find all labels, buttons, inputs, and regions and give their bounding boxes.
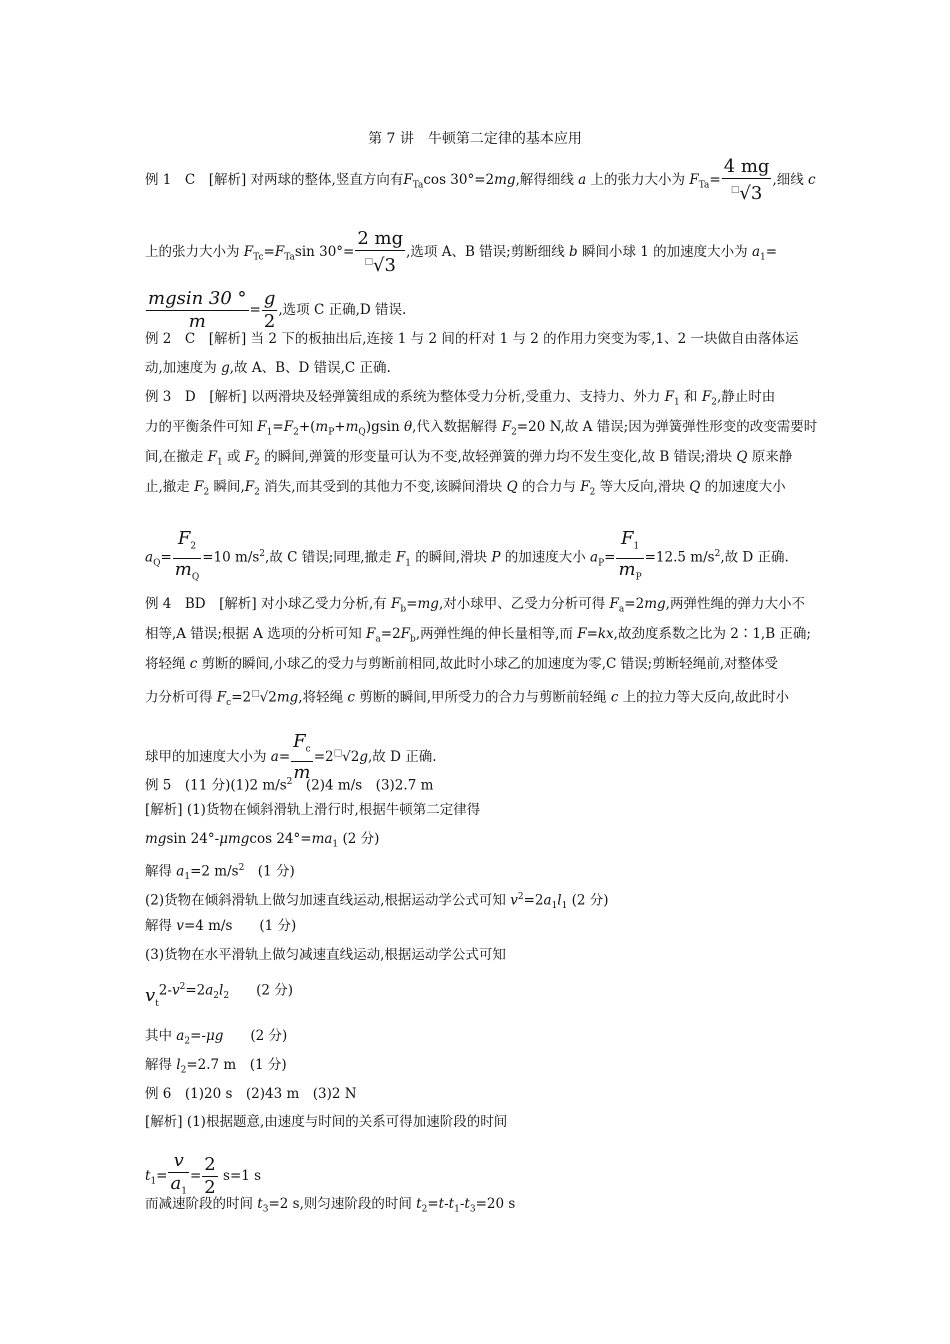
numerator	[291, 731, 313, 762]
text: mg	[417, 596, 439, 612]
text: 等大反向,滑块	[595, 479, 690, 495]
text: 1	[181, 1186, 187, 1197]
text: ,解得细线	[515, 172, 579, 188]
text: t	[464, 1196, 470, 1212]
text: v	[171, 982, 180, 999]
text: 2	[589, 487, 596, 498]
text: a	[618, 604, 625, 615]
text: 例 5 (11 分)(1)2 m/s	[145, 777, 287, 794]
sqrt-icon: □	[730, 185, 740, 195]
text: 2	[421, 1204, 428, 1215]
text: 原来静	[747, 449, 793, 465]
example-3-line-1	[145, 388, 775, 412]
denominator: m	[188, 311, 206, 332]
text: ,故 D 正确.	[368, 748, 437, 765]
text: =-	[190, 1028, 206, 1044]
text: 将轻绳	[145, 656, 190, 672]
text: m	[174, 558, 192, 580]
numerator: g	[263, 288, 276, 309]
text: =	[263, 244, 275, 260]
fraction	[616, 528, 643, 588]
text: =10 m/s	[202, 549, 260, 566]
example-3-line-5	[145, 528, 789, 588]
text: 例 1 C [解析] 对两球的整体,竖直方向有	[145, 172, 404, 188]
text: sin 24°-	[166, 831, 220, 847]
text: Q	[153, 558, 161, 569]
example-5-line-8	[145, 1027, 287, 1051]
text: P	[491, 549, 501, 566]
example-5-line-1: [解析] (1)货物在倾斜滑轨上滑行时,根据牛顿第二定律得	[145, 802, 481, 818]
text: 例 4 BD [解析] 对小球乙受力分析,有	[145, 596, 392, 612]
text: a	[176, 863, 185, 880]
text: F	[366, 626, 376, 642]
text: 2	[286, 777, 293, 787]
text: 2	[293, 427, 299, 438]
text: =	[427, 1196, 439, 1212]
text: F	[395, 549, 406, 566]
text: t	[448, 1196, 455, 1212]
text: c	[347, 689, 355, 706]
text: =	[189, 1167, 202, 1184]
text: 的瞬间,滑块	[410, 549, 492, 566]
text: F	[293, 731, 306, 752]
text: (2)4 m/s (3)2.7 m	[292, 777, 434, 794]
text: 3	[384, 255, 396, 276]
text: (1 分)	[244, 863, 295, 880]
text: 2	[179, 982, 186, 992]
fraction	[355, 228, 405, 277]
text: 2	[711, 397, 717, 408]
text: t	[155, 999, 159, 1010]
fraction	[202, 1154, 217, 1199]
text: 1	[561, 901, 568, 912]
text: =	[709, 172, 721, 188]
text: 瞬间,	[209, 479, 245, 495]
text: 瞬间小球 1 的加速度大小为	[577, 244, 752, 260]
text: 1	[266, 427, 273, 438]
text: (2)货物在倾斜滑轨上做匀加速直线运动,根据运动学公式可知	[145, 892, 511, 909]
text: F	[701, 389, 712, 405]
text: 解得	[145, 918, 177, 934]
example-3-line-2	[145, 418, 817, 442]
text: =4 m/s (1 分)	[183, 918, 297, 934]
text: c	[808, 172, 816, 188]
text: =	[586, 626, 598, 642]
text: F	[664, 389, 674, 405]
text: a	[751, 244, 761, 260]
example-5-line-9	[145, 1056, 287, 1080]
text: =12.5 m/s	[644, 549, 715, 566]
text: v	[510, 892, 518, 909]
text: (2 分)	[223, 1028, 288, 1044]
text: =2.7 m (1 分)	[186, 1057, 287, 1073]
denominator: □√3	[730, 183, 763, 204]
text: a	[543, 892, 552, 909]
text: =	[765, 244, 778, 260]
text: =20 N,故 A 错误;因为弹簧弹性形变的改变需要时	[516, 419, 818, 435]
numerator: 2 mg	[357, 228, 404, 249]
text: 2	[254, 487, 260, 498]
text: 1	[454, 1204, 460, 1215]
text: v	[176, 918, 184, 934]
text: F	[283, 419, 294, 435]
text: 1	[760, 252, 766, 263]
text: +	[334, 419, 346, 435]
fraction	[173, 528, 201, 588]
text: F	[244, 449, 255, 465]
text: 2	[184, 1036, 191, 1047]
sqrt-icon: □	[333, 748, 343, 759]
text: a	[145, 549, 154, 566]
text: =	[278, 748, 291, 765]
text: 1	[332, 839, 339, 850]
text: =	[406, 596, 418, 612]
text: =	[249, 302, 261, 318]
text: mg	[494, 172, 516, 188]
text: 2	[180, 1065, 187, 1076]
text: 1	[216, 457, 223, 468]
text: 2	[254, 457, 260, 468]
text: 解得	[145, 1057, 177, 1073]
text: Tc	[253, 252, 264, 263]
text: 1	[633, 541, 640, 552]
example-1-line-3	[145, 288, 406, 333]
text: 间,在撤走	[145, 449, 208, 465]
text: l	[557, 892, 562, 909]
example-2-line-1: 例 2 C [解析] 当 2 下的板抽出后,连接 1 与 2 间的杆对 1 与 2 的作用力突变为零,1、2 一块做自由落体运	[145, 331, 799, 347]
example-5-line-3	[145, 859, 295, 886]
text: =2 m/s	[190, 863, 239, 880]
text: F	[257, 419, 267, 435]
text: 1	[150, 1176, 157, 1187]
text: a	[578, 172, 587, 188]
text: 上的拉力等大反向,故此时小	[618, 689, 789, 706]
text: 2	[158, 982, 168, 999]
text: μg	[205, 1028, 224, 1044]
text: 2	[517, 892, 524, 902]
text: mg	[276, 689, 299, 706]
text: ,选项 A、B 错误;剪断细线	[406, 244, 570, 260]
text: P	[635, 572, 642, 583]
example-4-line-1	[145, 595, 805, 619]
text: (2 分)	[338, 831, 380, 847]
text: ,细线	[772, 172, 809, 188]
text: m	[618, 558, 636, 580]
denominator	[173, 559, 201, 589]
text: 解得	[145, 863, 177, 880]
text: a	[176, 1028, 185, 1044]
text: =	[272, 419, 284, 435]
text: 上的张力大小为	[145, 244, 244, 260]
text: a	[270, 748, 279, 765]
text: F	[243, 244, 254, 260]
example-3-line-4	[145, 478, 786, 502]
text: 动,加速度为	[145, 360, 222, 376]
text: ,两弹性绳的伸长量相等,而	[415, 626, 578, 642]
fraction	[722, 156, 772, 205]
text: -	[444, 1196, 449, 1212]
text: t	[145, 1167, 151, 1184]
text: =2	[624, 596, 645, 612]
text: =2	[523, 892, 544, 909]
text: F	[216, 689, 227, 706]
text: 力的平衡条件可知	[145, 419, 258, 435]
text: 2	[223, 991, 230, 1002]
text: 的加速度大小	[700, 479, 786, 495]
text: =2	[313, 748, 334, 765]
text: 2	[190, 541, 197, 552]
text: 2	[259, 549, 266, 560]
text: =2 s,则匀速阶段的时间	[268, 1196, 417, 1212]
text: t	[416, 1196, 422, 1212]
text: F	[391, 596, 401, 612]
text: a	[170, 1173, 182, 1194]
text: ,故 C 错误;同理,撤走	[265, 549, 396, 566]
text: F	[501, 419, 512, 435]
text: F	[194, 479, 204, 495]
example-4-line-3	[145, 655, 778, 673]
text: l	[219, 982, 224, 999]
text: 3	[750, 183, 763, 204]
text: 相等,A 错误;根据 A 选项的分析可知	[145, 626, 367, 642]
denominator: 2	[263, 311, 276, 332]
text: m	[345, 419, 359, 435]
text: 球甲的加速度大小为	[145, 748, 271, 765]
text: =2	[231, 689, 252, 706]
text: Q	[506, 479, 518, 495]
text: +(	[298, 419, 316, 435]
denominator	[616, 559, 643, 589]
example-6-line-1: [解析] (1)根据题意,由速度与时间的关系可得加速阶段的时间	[145, 1114, 508, 1130]
text: 的瞬间,弹簧的形变量可认为不变,故轻弹簧的弹力均不发生变化,故 B 错误;滑块	[259, 449, 737, 465]
text: ,故 A、B、D 错误,C 正确.	[229, 360, 391, 376]
text: 2	[350, 748, 360, 765]
text: b	[400, 604, 407, 615]
example-3-line-3	[145, 448, 792, 472]
example-5-line-6: (3)货物在水平滑轨上做匀减速直线运动,根据运动学公式可知	[145, 947, 506, 963]
text: ,故劲度系数之比为 2∶1,B 正确;	[613, 626, 811, 642]
denominator: □√3	[364, 255, 396, 276]
text: )gsin	[365, 419, 404, 435]
text: cos 30°=2	[423, 172, 495, 188]
text: mg	[145, 831, 167, 847]
text: F	[620, 528, 634, 549]
text: t	[438, 1196, 445, 1212]
text: 3	[469, 1204, 476, 1215]
numerator: mgsin 30 °	[148, 288, 247, 309]
sqrt-icon: □	[364, 257, 374, 267]
text: 2	[238, 863, 245, 873]
fraction	[146, 288, 249, 333]
text: 上的张力大小为	[586, 172, 690, 188]
text: b	[569, 244, 578, 260]
text: 2	[268, 689, 277, 706]
text: F	[400, 626, 411, 642]
text: Q	[689, 479, 701, 495]
text: F	[177, 528, 191, 549]
text: ,选项 C 正确,D 错误.	[278, 302, 407, 318]
text: Ta	[284, 252, 295, 263]
example-1-line-1	[145, 156, 816, 205]
text: ,静止时由	[716, 389, 776, 405]
text: Ta	[698, 180, 710, 191]
text: ,两弹性绳的弹力大小不	[665, 596, 805, 612]
text: P	[328, 427, 335, 438]
example-5-line-5	[145, 917, 296, 935]
text: 1	[551, 901, 558, 912]
text: =	[156, 1167, 168, 1184]
text: t	[257, 1196, 263, 1212]
text: 剪断的瞬间,小球乙的受力与剪断前相同,故此时小球乙的加速度为零,C 错误;剪断轻绳前,对整体受	[197, 656, 778, 672]
text: Ta	[412, 180, 424, 191]
example-5-answer	[145, 773, 433, 795]
text: s=1 s	[218, 1167, 262, 1184]
text: 其中	[145, 1028, 177, 1044]
text: 1	[405, 558, 411, 569]
fraction	[262, 288, 278, 333]
text: F	[689, 172, 699, 188]
example-4-line-4: 力分析可得 $F_c=2^□√2mg$,将轻绳 c 剪断的瞬间,甲所受力的合力与剪断前轻绳 c 上的拉力等大反向,故此时小	[145, 689, 789, 709]
text: 的合力与	[517, 479, 581, 495]
text: l	[176, 1057, 181, 1073]
example-1-line-2	[145, 228, 777, 277]
text: θ	[403, 419, 413, 435]
text: F	[577, 626, 587, 642]
text: (2 分)	[229, 982, 294, 999]
text: mg	[644, 596, 666, 612]
text: kx	[597, 626, 614, 642]
text: a	[205, 982, 214, 999]
numerator: 4 mg	[723, 156, 770, 177]
example-5-line-4	[145, 888, 609, 915]
text: 消失,而其受到的其他力不变,该瞬间滑块	[259, 479, 507, 495]
text: ,代入数据解得	[412, 419, 502, 435]
example-4-line-5: 球甲的加速度大小为 a= $\frac{F_c}{m}$ =2□√2g,故 D 正确.	[145, 731, 437, 783]
text: =2	[380, 626, 401, 642]
denominator: 2	[204, 1176, 216, 1198]
text: -	[167, 982, 172, 999]
text: 止,撤走	[145, 479, 195, 495]
text: F	[244, 479, 255, 495]
text: c	[305, 744, 311, 755]
text: -	[459, 1196, 465, 1212]
example-5-line-2	[145, 830, 379, 854]
text: P	[598, 558, 605, 569]
numerator: v	[168, 1150, 188, 1173]
text: Q	[358, 427, 366, 438]
text: Q	[191, 572, 200, 583]
text: F	[403, 172, 413, 188]
text: g	[359, 748, 368, 765]
text: b	[410, 634, 416, 645]
text: 2	[203, 487, 210, 498]
example-5-line-7	[145, 978, 294, 1010]
text: 剪断的瞬间,甲所受力的合力与剪断前轻绳	[354, 689, 611, 706]
text: 2	[511, 427, 517, 438]
sqrt-icon: □	[251, 689, 260, 699]
text: ,对小球甲、乙受力分析可得	[438, 596, 610, 612]
text: F	[609, 596, 619, 612]
text: =	[160, 549, 172, 566]
text: m	[293, 761, 311, 783]
numerator	[173, 528, 201, 559]
text: 或	[222, 449, 245, 465]
text: 1	[674, 397, 680, 408]
text: F	[274, 244, 285, 260]
text: 1	[184, 872, 191, 883]
text: ,将轻绳	[298, 689, 348, 706]
text: g	[221, 360, 230, 376]
example-6-line-3	[145, 1195, 515, 1219]
example-4-line-2	[145, 625, 811, 649]
text: μmg	[219, 831, 250, 847]
text: 3	[262, 1204, 269, 1215]
example-2-line-2	[145, 359, 391, 377]
text: ma	[311, 831, 333, 847]
text: 2	[213, 991, 220, 1002]
text: c	[226, 698, 232, 709]
text: c	[610, 689, 619, 706]
numerator	[616, 528, 643, 559]
text: ,故 D 正确.	[720, 549, 789, 566]
text: m	[315, 419, 329, 435]
page-title: 第 7 讲 牛顿第二定律的基本应用	[368, 131, 582, 147]
text: 的加速度大小	[500, 549, 591, 566]
example-6-answer: 例 6 (1)20 s (2)43 m (3)2 N	[145, 1086, 357, 1102]
text: =	[604, 549, 616, 566]
text: v	[145, 984, 156, 1006]
text: =20 s	[475, 1196, 516, 1212]
text: =2	[185, 982, 206, 999]
text: 而减速阶段的时间	[145, 1196, 258, 1212]
text: cos 24°=	[249, 831, 312, 847]
text: Q	[736, 449, 748, 465]
text: a	[375, 634, 381, 645]
text: sin 30°=	[294, 244, 355, 260]
numerator: 2	[204, 1153, 216, 1175]
text: 2	[714, 549, 721, 560]
text: F	[580, 479, 590, 495]
text: 力分析可得	[145, 689, 217, 706]
text: F	[207, 449, 217, 465]
text: a	[590, 549, 599, 566]
text: c	[189, 656, 198, 672]
text: 和	[679, 389, 702, 405]
text: (2 分)	[567, 892, 609, 909]
text: 例 3 D [解析] 以两滑块及轻弹簧组成的系统为整体受力分析,受重力、支持力、外力	[145, 389, 665, 405]
